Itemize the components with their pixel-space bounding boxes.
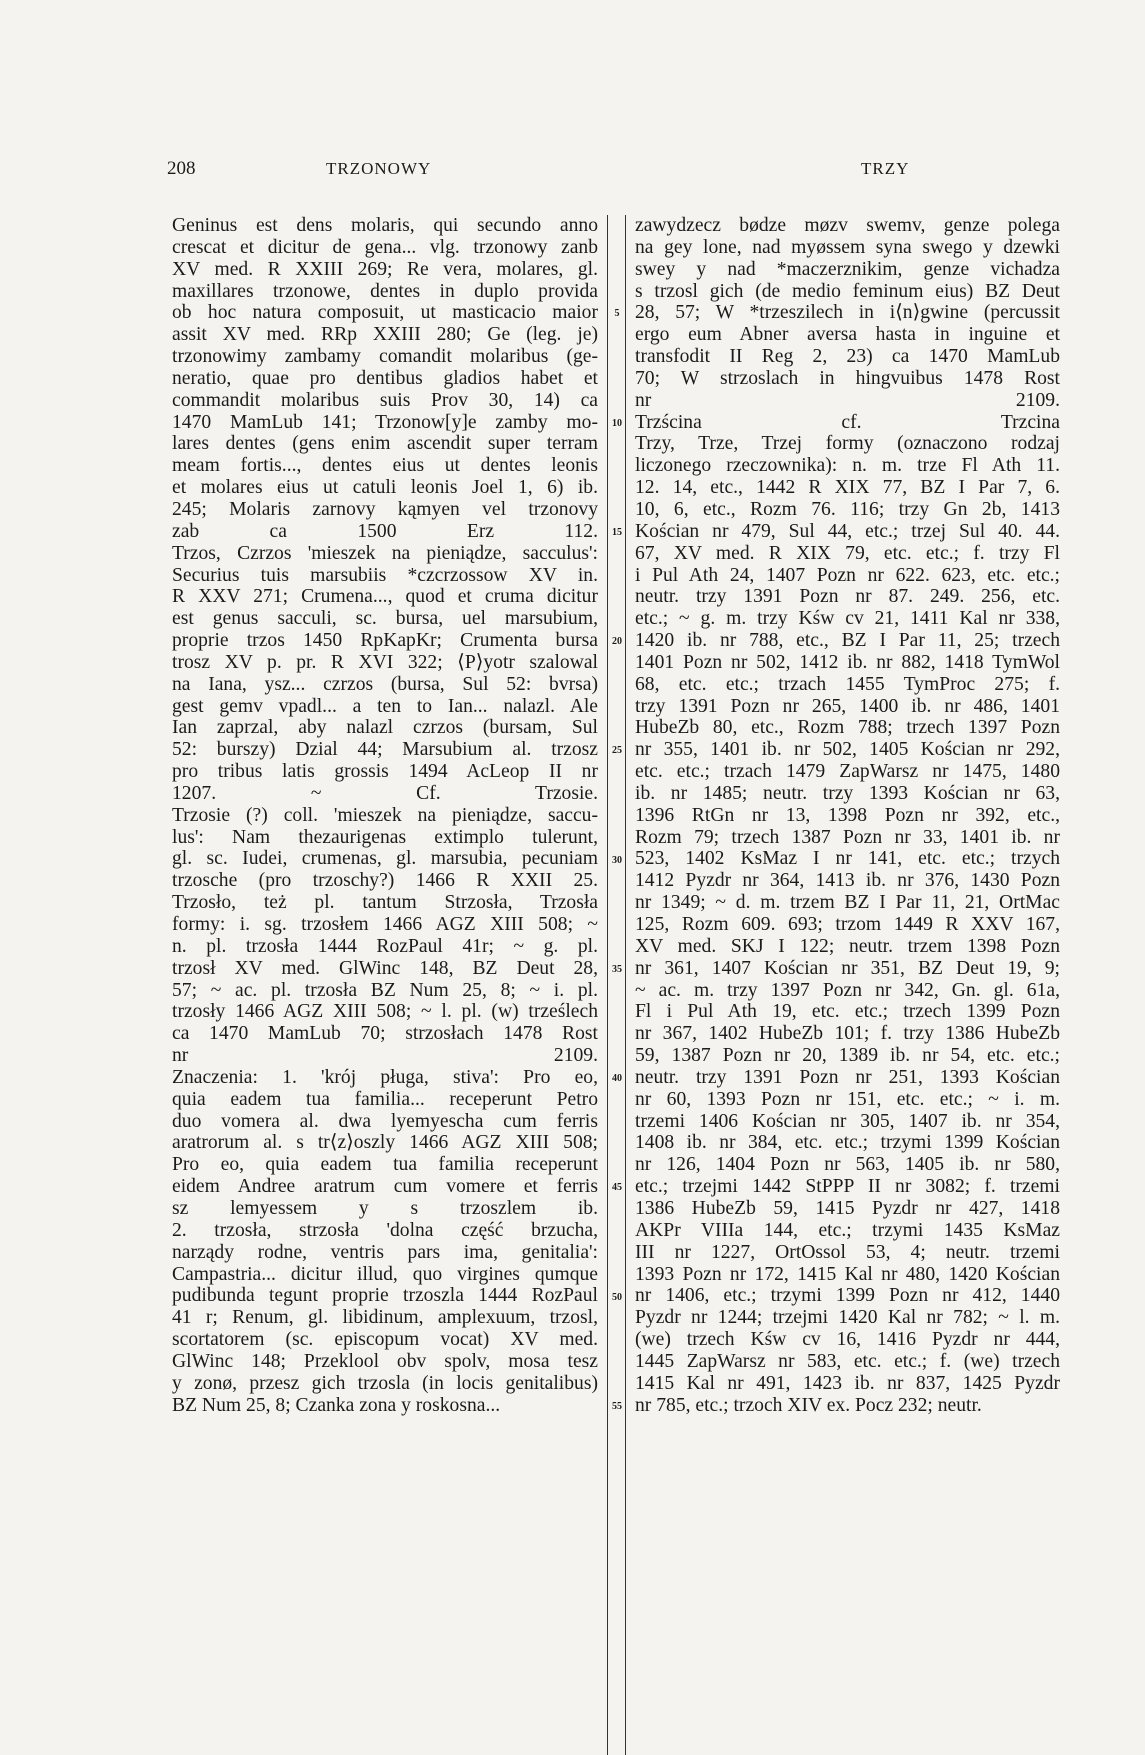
text-line: 52: burszy) Dzial 44; Marsubium al. trzosz <box>172 739 598 761</box>
text-line: Geninus est dens molaris, qui secundo anno <box>172 215 598 236</box>
text-line: na gey lone, nad myøssem syna swego y dzewki <box>635 236 1060 258</box>
text-line: quia eadem tua familia... receperunt Petro <box>172 1088 598 1110</box>
text-line: trzosły 1466 AGZ XIII 508; ~ l. pl. (w) trześlech <box>172 1001 598 1023</box>
text-line: 1412 Pyzdr nr 364, 1413 ib. nr 376, 1430 Pozn <box>635 870 1060 892</box>
right-column <box>635 215 1060 1416</box>
text-line: swey y nad *maczerznikim, genze vichadza <box>635 258 1060 280</box>
text-line: nr 1349; ~ d. m. trzem BZ I Par 11, 21, OrtMac <box>635 892 1060 914</box>
text-line: nr 1406, etc.; trzymi 1399 Pozn nr 412, 1440 <box>635 1285 1060 1307</box>
text-line: maxillares trzonowe, dentes in duplo provida <box>172 280 598 302</box>
text-line: eidem Andree aratrum cum vomere et ferris <box>172 1176 598 1198</box>
text-line: 1207. ~ Cf. Trzosie. <box>172 782 598 804</box>
text-line: Trzosło, też pl. tantum Strzosła, Trzosła <box>172 892 598 914</box>
text-line: Fl i Pul Ath 19, etc. etc.; trzech 1399 Pozn <box>635 1001 1060 1023</box>
text-line: 41 r; Renum, gl. libidinum, amplexuum, trzosl, <box>172 1307 598 1329</box>
text-line: etc.; trzejmi 1442 StPPP II nr 3082; f. trzemi <box>635 1176 1060 1198</box>
text-line: ca 1470 MamLub 70; strzosłach 1478 Rost <box>172 1023 598 1045</box>
line-number: 10 <box>612 417 622 429</box>
text-line: nr 785, etc.; trzoch XIV ex. Pocz 232; neutr. <box>635 1394 982 1416</box>
text-line: 59, 1387 Pozn nr 20, 1389 ib. nr 54, etc. etc.; <box>635 1045 1060 1067</box>
text-line: XV med. R XXIII 269; Re vera, molares, gl. <box>172 258 598 280</box>
text-line: pro tribus latis grossis 1494 AcLeop II nr <box>172 761 598 783</box>
text-line: na Iana, ysz... czrzos (bursa, Sul 52: bvrsa) <box>172 673 598 695</box>
running-head-left: TRZONOWY <box>326 159 432 178</box>
text-line: Kościan nr 479, Sul 44, etc.; trzej Sul 40. 44. <box>635 520 1060 542</box>
text-line: nr 60, 1393 Pozn nr 151, etc. etc.; ~ i. m. <box>635 1088 1060 1110</box>
text-line: proprie trzos 1450 RpKapKr; Crumenta bursa <box>172 630 598 652</box>
text-line: s trzosl gich (de medio feminum eius) BZ Deut <box>635 280 1060 302</box>
text-line: Rozm 79; trzech 1387 Pozn nr 33, 1401 ib. nr <box>635 826 1060 848</box>
text-line: 125, Rozm 609. 693; trzom 1449 R XXV 167, <box>635 914 1060 935</box>
text-line: formy: i. sg. trzosłem 1466 AGZ XIII 508; ~ <box>172 914 598 935</box>
text-line: trzonowimy zambamy comandit molaribus (ge- <box>172 346 598 368</box>
text-line: 28, 57; W *trzeszilech in i⟨n⟩gwine (percussit <box>635 302 1060 324</box>
text-line: est genus sacculi, sc. bursa, uel marsubium, <box>172 608 598 630</box>
text-line: (we) trzech Kśw cv 16, 1416 Pyzdr nr 444, <box>635 1329 1060 1351</box>
text-line: 12. 14, etc., 1442 R XIX 77, BZ I Par 7, 6. <box>635 477 1060 499</box>
text-line: duo vomera al. dwa lyemyescha cum ferris <box>172 1110 598 1132</box>
text-line: Trzścina cf. Trzcina <box>635 411 1060 433</box>
text-line: trzemi 1406 Kościan nr 305, 1407 ib. nr 354, <box>635 1110 1060 1132</box>
text-line: ~ ac. m. trzy 1397 Pozn nr 342, Gn. gl. 61a, <box>635 979 1060 1001</box>
text-line: 57; ~ ac. pl. trzosła BZ Num 25, 8; ~ i. pl. <box>172 979 598 1001</box>
text-line: 1445 ZapWarsz nr 583, etc. etc.; f. (we) trzech <box>635 1350 1060 1372</box>
line-number: 50 <box>612 1291 622 1303</box>
text-line: 1408 ib. nr 384, etc. etc.; trzymi 1399 Kościan <box>635 1132 1060 1154</box>
text-line: ergo eum Abner aversa hasta in inguine et <box>635 324 1060 346</box>
text-line: nr 367, 1402 HubeZb 101; f. trzy 1386 HubeZb <box>635 1023 1060 1045</box>
text-line: scortatorem (sc. episcopum vocat) XV med. <box>172 1329 598 1351</box>
text-line: et molares eius ut catuli leonis Joel 1, 6) ib. <box>172 477 598 499</box>
text-line: 67, XV med. R XIX 79, etc. etc.; f. trzy Fl <box>635 542 1060 564</box>
text-line: nr 126, 1404 Pozn nr 563, 1405 ib. nr 580, <box>635 1154 1060 1176</box>
text-line: Znaczenia: 1. 'krój pługa, stiva': Pro eo, <box>172 1066 598 1088</box>
text-line: R XXV 271; Crumena..., quod et cruma dicitur <box>172 586 598 608</box>
text-line: nr 355, 1401 ib. nr 502, 1405 Kościan nr 292, <box>635 739 1060 761</box>
text-line: Trzosie (?) coll. 'mieszek na pieniądze, saccu- <box>172 804 598 826</box>
text-line: ob hoc natura composuit, ut masticacio maior <box>172 302 598 324</box>
text-line: 68, etc. etc.; trzach 1455 TymProc 275; f. <box>635 673 1060 695</box>
text-line: pudibunda tegunt proprie trzoszla 1444 RozPaul <box>172 1285 598 1307</box>
text-line: transfodit II Reg 2, 23) ca 1470 MamLub <box>635 346 1060 368</box>
text-line: 70; W strzoslach in hingvuibus 1478 Rost <box>635 367 1060 389</box>
line-number: 30 <box>612 854 622 866</box>
text-line: i Pul Ath 24, 1407 Pozn nr 622. 623, etc. etc.; <box>635 564 1060 586</box>
text-line: assit XV med. RRp XXIII 280; Ge (leg. je) <box>172 324 598 346</box>
text-line: y zonø, przesz gich trzosla (in locis genitalibus) <box>172 1372 598 1394</box>
text-line: AKPr VIIIa 144, etc.; trzymi 1435 KsMaz <box>635 1219 1060 1241</box>
text-line: 245; Molaris zarnovy kąmyen vel trzonovy <box>172 498 598 520</box>
text-line: crescat et dicitur de gena... vlg. trzonowy zanb <box>172 236 598 258</box>
text-line: nr 2109. <box>635 389 1060 411</box>
text-line: Securius tuis marsubiis *czcrzossow XV in. <box>172 564 598 586</box>
text-line: gest gemv vpadl... a ten to Ian... nalazl. Ale <box>172 695 598 717</box>
text-line: lares dentes (gens enim ascendit super terram <box>172 433 598 455</box>
text-line: commandit molaribus suis Prov 30, 14) ca <box>172 389 598 411</box>
text-line: nr 2109. <box>172 1045 598 1067</box>
text-line: GlWinc 148; Przeklool obv spolv, mosa tesz <box>172 1350 598 1372</box>
text-line: zawydzecz bødze møzv swemv, genze polega <box>635 215 1060 236</box>
text-line: lus': Nam thezaurigenas extimplo tulerunt, <box>172 826 598 848</box>
text-line: 1396 RtGn nr 13, 1398 Pozn nr 392, etc., <box>635 804 1060 826</box>
text-line: neutr. trzy 1391 Pozn nr 87. 249. 256, etc. <box>635 586 1060 608</box>
text-line: neratio, quae pro dentibus gladios habet et <box>172 367 598 389</box>
text-line: BZ Num 25, 8; Czanka zona y roskosna... <box>172 1394 501 1416</box>
text-line: liczonego rzeczownika): n. m. trze Fl Ath 11. <box>635 455 1060 477</box>
column-rule-left <box>607 215 608 1755</box>
text-line: Pyzdr nr 1244; trzejmi 1420 Kal nr 782; ~ l. m. <box>635 1307 1060 1329</box>
line-number: 55 <box>612 1400 622 1412</box>
text-line: meam fortis..., dentes eius ut dentes leonis <box>172 455 598 477</box>
column-rule-right <box>625 215 626 1755</box>
line-number: 5 <box>614 308 620 320</box>
left-column <box>172 215 598 1416</box>
text-line: ib. nr 1485; neutr. trzy 1393 Kościan nr 63, <box>635 782 1060 804</box>
text-line: Ian zaprzal, aby nalazl czrzos (bursam, Sul <box>172 717 598 739</box>
text-line: trosz XV p. pr. R XVI 322; ⟨P⟩yotr szalowal <box>172 651 598 673</box>
line-number: 45 <box>612 1182 622 1194</box>
text-line: 1470 MamLub 141; Trzonow[y]e zamby mo- <box>172 411 598 433</box>
text-line: Trzy, Trze, Trzej formy (oznaczono rodzaj <box>635 433 1060 455</box>
text-line: sz lemyessem y s trzoszlem ib. <box>172 1197 598 1219</box>
page-number: 208 <box>167 158 196 179</box>
text-line: 1420 ib. nr 788, etc., BZ I Par 11, 25; trzech <box>635 630 1060 652</box>
text-line: 2. trzosła, strzosła 'dolna część brzucha, <box>172 1219 598 1241</box>
text-line: Pro eo, quia eadem tua familia receperunt <box>172 1154 598 1176</box>
line-number: 15 <box>612 526 622 538</box>
line-number: 25 <box>612 745 622 757</box>
line-number: 40 <box>612 1073 622 1085</box>
text-line: nr 361, 1407 Kościan nr 351, BZ Deut 19, 9; <box>635 957 1060 979</box>
text-line: 1401 Pozn nr 502, 1412 ib. nr 882, 1418 TymWol <box>635 651 1060 673</box>
line-number: 35 <box>612 963 622 975</box>
text-line: etc. etc.; trzach 1479 ZapWarsz nr 1475, 1480 <box>635 761 1060 783</box>
text-line: gl. sc. Iudei, crumenas, gl. marsubia, pecuniam <box>172 848 598 870</box>
text-line: 10, 6, etc., Rozm 76. 116; trzy Gn 2b, 1413 <box>635 498 1060 520</box>
text-line: HubeZb 80, etc., Rozm 788; trzech 1397 Pozn <box>635 717 1060 739</box>
text-line: 523, 1402 KsMaz I nr 141, etc. etc.; trzych <box>635 848 1060 870</box>
text-line: Campastria... dicitur illud, quo virgines qumque <box>172 1263 598 1285</box>
text-line: 1415 Kal nr 491, 1423 ib. nr 837, 1425 Pyzdr <box>635 1372 1060 1394</box>
text-line: trzosche (pro trzoschy?) 1466 R XXII 25. <box>172 870 598 892</box>
running-head-right: TRZY <box>861 159 910 178</box>
text-line: Trzos, Czrzos 'mieszek na pieniądze, sacculus': <box>172 542 598 564</box>
line-number: 20 <box>612 636 622 648</box>
text-line: etc.; ~ g. m. trzy Kśw cv 21, 1411 Kal nr 338, <box>635 608 1060 630</box>
text-line: narządy rodne, ventris pars ima, genitalia': <box>172 1241 598 1263</box>
text-line: 1393 Pozn nr 172, 1415 Kal nr 480, 1420 Kościan <box>635 1263 1060 1285</box>
text-line: n. pl. trzosła 1444 RozPaul 41r; ~ g. pl. <box>172 935 598 957</box>
text-line: 1386 HubeZb 59, 1415 Pyzdr nr 427, 1418 <box>635 1197 1060 1219</box>
text-line: aratrorum al. s tr⟨z⟩oszly 1466 AGZ XIII 508; <box>172 1132 598 1154</box>
text-line: III nr 1227, OrtOssol 53, 4; neutr. trzemi <box>635 1241 1060 1263</box>
text-line: trzosł XV med. GlWinc 148, BZ Deut 28, <box>172 957 598 979</box>
text-line: XV med. SKJ I 122; neutr. trzem 1398 Pozn <box>635 935 1060 957</box>
text-line: zab ca 1500 Erz 112. <box>172 520 598 542</box>
text-line: neutr. trzy 1391 Pozn nr 251, 1393 Kościan <box>635 1066 1060 1088</box>
page-header <box>0 158 1145 188</box>
text-line: trzy 1391 Pozn nr 265, 1400 ib. nr 486, 1401 <box>635 695 1060 717</box>
